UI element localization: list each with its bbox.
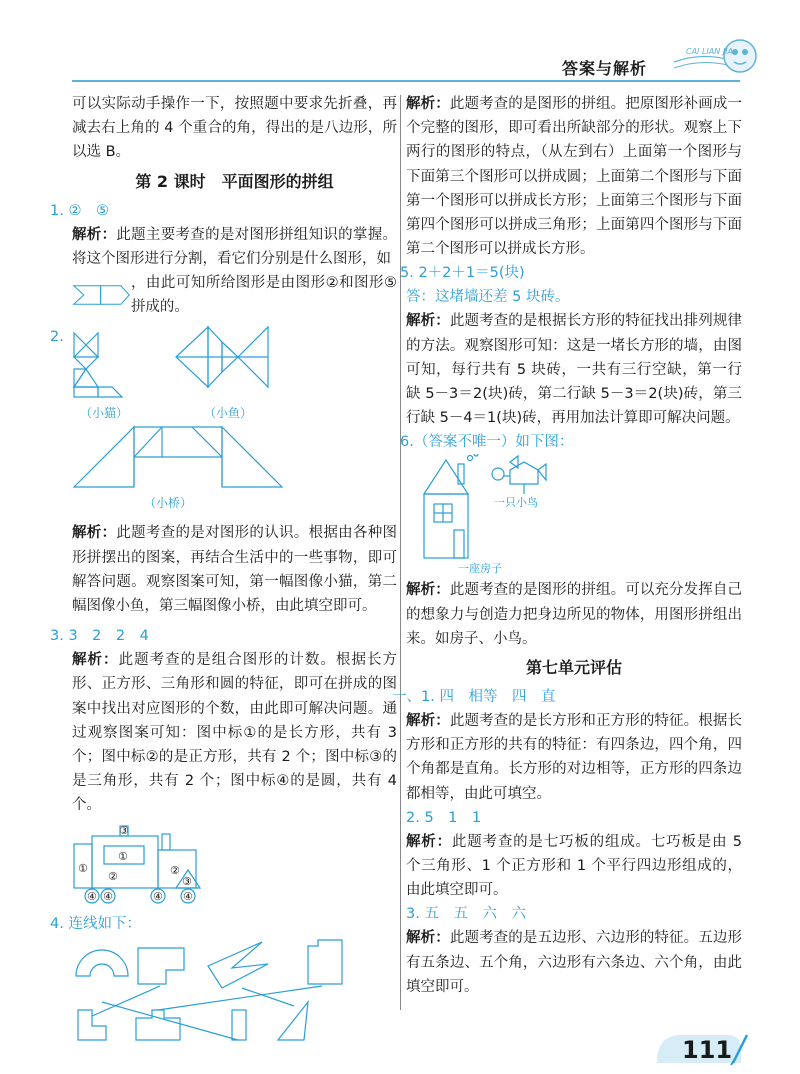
q1-shape-figure: [72, 282, 131, 308]
q5-label: 解析：: [406, 313, 450, 330]
column-divider: [400, 95, 401, 1010]
q3-analysis: [72, 648, 397, 817]
e3-label: 解析：: [406, 930, 450, 947]
e2-label: 解析：: [406, 833, 452, 850]
e3-answer: 3. 五 五 六 六: [406, 906, 526, 923]
intro-text: 可以实际动手操作一下，按照题中要求先折叠，再减去右上角的 4 个重合的角，得出的是八边形，所以选 B。: [72, 96, 397, 161]
q4-answer: 4. 连线如下：: [50, 915, 141, 932]
q3-label: 解析：: [72, 652, 119, 669]
svg-text:④: ④: [183, 889, 193, 903]
e2-text: 此题考查的是七巧板的组成。七巧板是由 5 个三角形、1 个正方形和 1 个平行四边形组成的，由此填空即可。: [406, 833, 743, 899]
e3-text: 此题考查的是五边形、六边形的特征。五边形有五条边、五个角，六边形有六条边、六个角，由此填空即可。: [406, 930, 743, 995]
fig-label-cat: （小猫）: [80, 406, 129, 421]
e1-label: 解析：: [406, 713, 450, 730]
svg-text:④: ④: [103, 889, 113, 903]
logo-text: CAI LIAN JIA: [686, 47, 733, 56]
e1-text: 此题考查的是长方形和正方形的特征。根据长方形和正方形的共有的特征：有四条边，四个角，四个角都是直角。长方形的对边相等，正方形的四条边都相等，由此可填空。: [406, 713, 743, 802]
left-column: [50, 92, 398, 1046]
svg-text:④: ④: [153, 889, 163, 903]
q5-analysis: [406, 309, 742, 430]
q6-text: 此题考查的是图形的拼组。可以充分发挥自己的想象力与创造力把身边所见的物体，用图形拼组出来。如房子、小鸟。: [406, 582, 743, 647]
e1-analysis: [406, 709, 742, 806]
q1-label: 解析：: [72, 226, 117, 243]
tangram-figures: [72, 325, 397, 515]
q3-train-figure: [72, 822, 397, 906]
q4-analysis: [406, 92, 742, 261]
q2-label: 解析：: [72, 525, 117, 542]
q4-text: 此题考查的是图形的拼组。把原图形补画成一个完整的图形，即可看出所缺部分的形状。观察上下两行的图形的特点，（从左到右）上面第一个图形与下面第三个图形可以拼成圆；上面第二个图形与下面第一个图形可以拼成长方形；上面第三个图形与下面第四个图形可以拼成三角形；上面第四个图形与下面第二个图形可以拼成长方形。: [406, 96, 743, 258]
svg-text:①: ①: [78, 861, 88, 875]
q1-analysis: [72, 223, 397, 271]
svg-text:②: ②: [108, 869, 118, 883]
q2-number: 2.: [50, 329, 64, 346]
q3-answer: 3. 3 2 2 4: [50, 628, 149, 645]
q1-text2: ，由此可知所给图形是由图形②和图形⑤拼成的。: [130, 275, 397, 316]
bridge-figure: [74, 427, 282, 487]
q3-text: 此题考查的是组合图形的计数。根据长方形、正方形、三角形和圆的特征，即可在拼成的图案中找出对应图形的个数，由此即可解决问题。通过观察图案可知：图中标①的是长方形，共有 3 个；图中标②的是正方形，共有 2 个；图中标③的是三角形，共有 2 个；图中标④的是圆，共有 4 个。: [72, 652, 398, 814]
publisher-logo-icon: [672, 32, 762, 92]
svg-text:②: ②: [170, 863, 180, 877]
svg-text:③: ③: [119, 823, 129, 837]
page-number: 111: [682, 1036, 733, 1064]
q6-label: 解析：: [406, 582, 450, 599]
q1-text1: 此题主要考查的是对图形拼组知识的掌握。将这个图形进行分割，看它们分别是什么图形，如: [72, 226, 398, 267]
e2-answer: 2. 5 1 1: [406, 809, 482, 826]
q4-label: 解析：: [406, 96, 450, 112]
fig-label-bird: 一只小鸟: [494, 496, 538, 510]
q2-text: 此题考查的是对图形的认识。根据由各种图形拼摆出的图案，再结合生活中的一些事物，即可解答问题。观察图案可知，第一幅图像小猫，第二幅图像小鱼，第三幅图像小桥，由此填空即可。: [72, 525, 398, 615]
q4-matching-figure: [72, 936, 397, 1046]
fish-figure: [176, 327, 268, 387]
fig-label-house: 一座房子: [458, 562, 502, 576]
unit-title: 第七单元评估: [525, 658, 622, 678]
page-header: [0, 0, 800, 90]
q5-answer: 5. 2＋2＋1＝5(块): [400, 265, 525, 282]
e3-analysis: [406, 926, 742, 999]
header-rule: [72, 80, 740, 82]
right-column: [392, 92, 743, 999]
fig-label-bridge: （小桥）: [144, 496, 193, 511]
q1-figure-line: [72, 271, 397, 319]
fig-label-fish: （小鱼）: [204, 406, 253, 421]
q1-answer: 1. ② ⑤: [50, 202, 109, 219]
e2-analysis: [406, 830, 742, 903]
svg-text:④: ④: [87, 889, 97, 903]
svg-text:③: ③: [182, 874, 192, 888]
q6-answer: 6.（答案不唯一）如下图：: [400, 434, 574, 451]
q6-analysis: [406, 578, 742, 651]
header-title: 答案与解析: [562, 59, 648, 78]
q2-analysis: [72, 521, 397, 618]
e1-answer: 一、1. 四 相等 四 直: [392, 689, 556, 706]
q2-figures: [72, 325, 397, 515]
q6-figure: [406, 454, 742, 578]
lesson-title: 第 2 课时 平面图形的拼组: [135, 171, 334, 191]
cat-figure: [74, 333, 122, 397]
svg-text:①: ①: [118, 849, 128, 863]
q5-reply: 答：这堵墙还差 5 块砖。: [406, 289, 570, 306]
q5-text: 此题考查的是根据长方形的特征找出排列规律的方法。观察图形可知：这是一堵长方形的墙，由图可知，每行共有 5 块砖，一共有三行空缺，第一行缺 5－3＝2(块)砖，第二行缺 5－3＝2(块)砖，第三行缺 5－4＝1(块)砖，再用加法计算即可解决问题。: [406, 313, 743, 427]
